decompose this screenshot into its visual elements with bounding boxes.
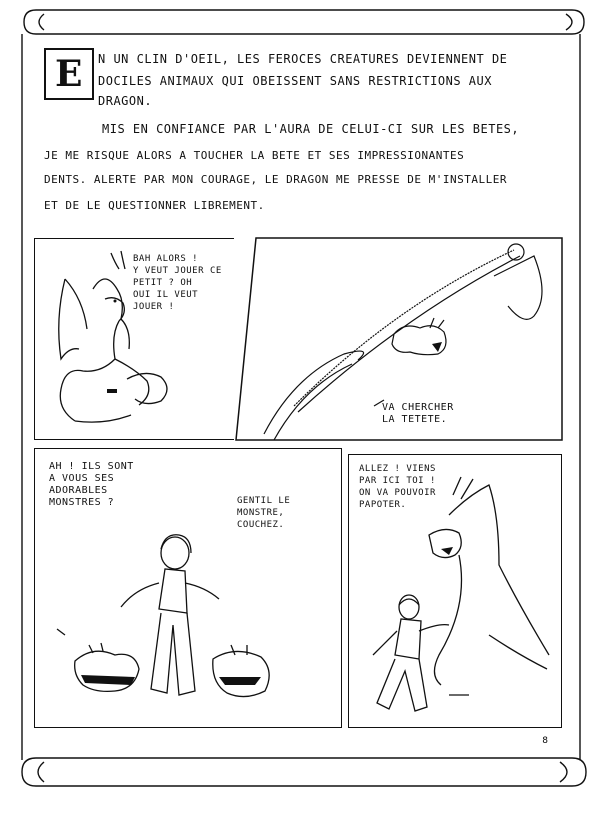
narration-line: ET DE LE QUESTIONNER LIBREMENT. bbox=[44, 199, 265, 212]
speech-bubble: VA CHERCHER LA TETETE. bbox=[382, 402, 454, 425]
speech-bubble: GENTIL LE MONSTRE, COUCHEZ. bbox=[237, 496, 291, 530]
dropcap-letter: E bbox=[44, 48, 94, 100]
panel-dragon-calls bbox=[348, 454, 562, 728]
narration-line: DENTS. ALERTE PAR MON COURAGE, LE DRAGON ME PRESSE DE M'INSTALLER bbox=[44, 173, 507, 186]
page-number: 8 bbox=[542, 736, 548, 746]
panel-boy-monsters bbox=[34, 448, 342, 728]
panel-fetch bbox=[234, 236, 564, 442]
narration-line: DOCILES ANIMAUX QUI OBEISSENT SANS RESTRICTIONS AUX bbox=[98, 74, 492, 88]
narration-line: N UN CLIN D'OEIL, LES FEROCES CREATURES DEVIENNENT DE bbox=[98, 52, 508, 66]
narration-line: JE ME RISQUE ALORS A TOUCHER LA BETE ET SES IMPRESSIONANTES bbox=[44, 149, 465, 162]
narration-line: DRAGON. bbox=[98, 94, 153, 108]
speech-bubble: BAH ALORS ! Y VEUT JOUER CE PETIT ? OH OUI IL VEUT JOUER ! bbox=[133, 254, 222, 312]
panel-dragon-pets bbox=[34, 238, 244, 440]
narration-line: MIS EN CONFIANCE PAR L'AURA DE CELUI-CI SUR LES BETES, bbox=[102, 122, 520, 136]
speech-bubble: AH ! ILS SONT A VOUS SES ADORABLES MONSTRES ? bbox=[49, 461, 134, 508]
speech-bubble: ALLEZ ! VIENS PAR ICI TOI ! ON VA POUVOIR PAPOTER. bbox=[359, 464, 436, 510]
